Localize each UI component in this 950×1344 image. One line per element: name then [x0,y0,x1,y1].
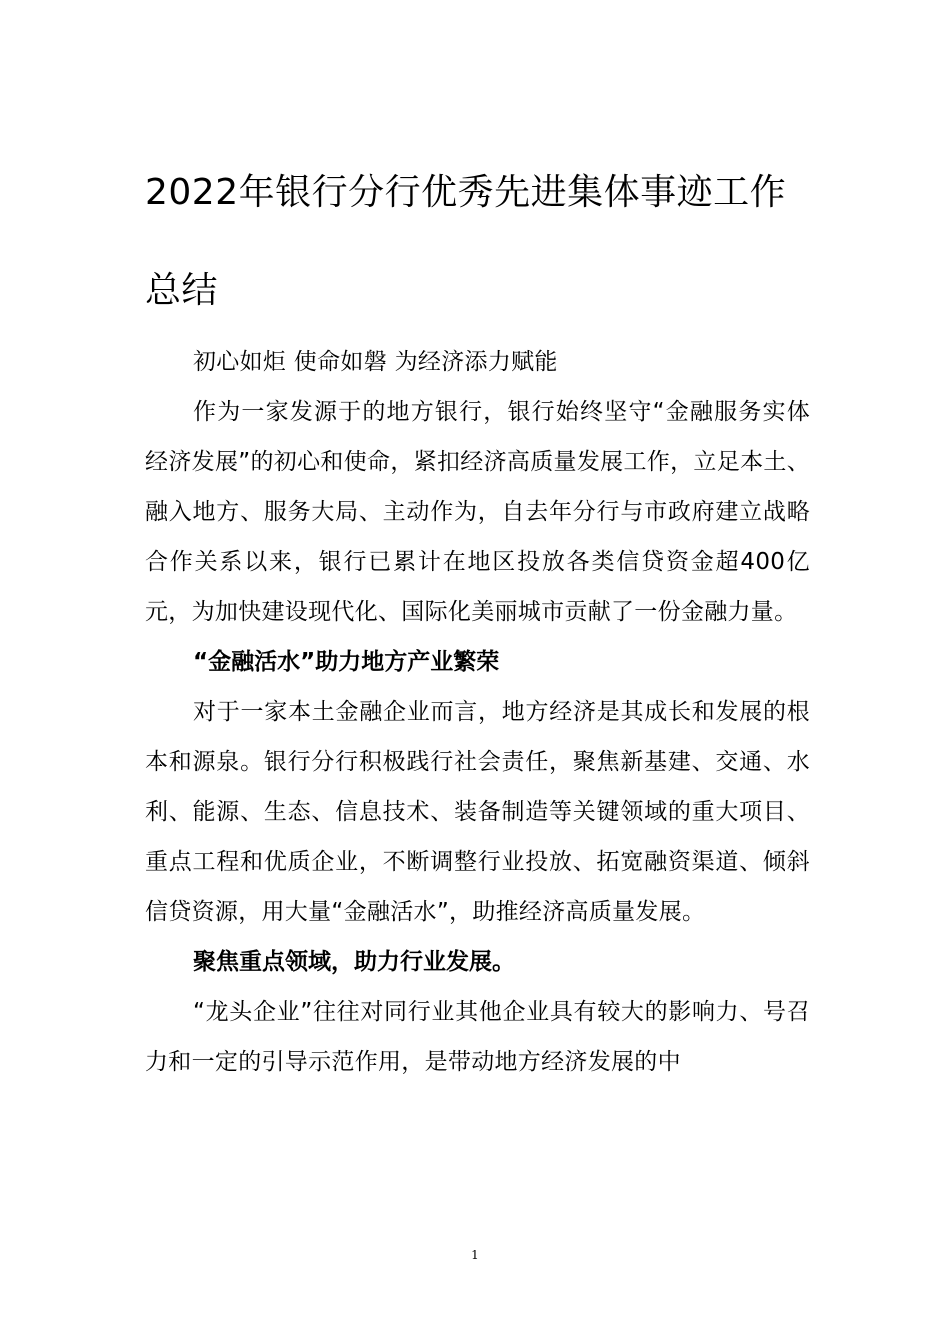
document-title: 2022年银行分行优秀先进集体事迹工作总结 [145,172,787,311]
paragraph-leading-enterprises: “龙头企业”往往对同行业其他企业具有较大的影响力、号召力和一定的引导示范作用，是带动地方经济发展的中 [145,999,810,1075]
paragraph-local-economy: 对于一家本土金融企业而言，地方经济是其成长和发展的根本和源泉。银行分行积极践行社会责任，聚焦新基建、交通、水利、能源、生态、信息技术、装备制造等关键领域的重大项目、重点工程和优质企业，不断调整行业投放、拓宽融资渠道、倾斜信贷资源，用大量“金融活水”，助推经济高质量发展。 [145,699,810,925]
page-number: 1 [471,1248,479,1262]
section-heading-financial-water: “金融活水”助力地方产业繁荣 [193,649,500,675]
document-body [145,337,810,1087]
section-heading-key-areas: 聚焦重点领域，助力行业发展。 [193,949,515,975]
paragraph-intro: 作为一家发源于的地方银行，银行始终坚守“金融服务实体经济发展”的初心和使命，紧扣经济高质量发展工作，立足本土、融入地方、服务大局、主动作为，自去年分行与市政府建立战略合作关系以来，银行已累计在地区投放各类信贷资金超400亿元，为加快建设现代化、国际化美丽城市贡献了一份金融力量。 [145,399,810,625]
subtitle-line: 初心如炬 使命如磐 为经济添力赋能 [193,349,558,375]
